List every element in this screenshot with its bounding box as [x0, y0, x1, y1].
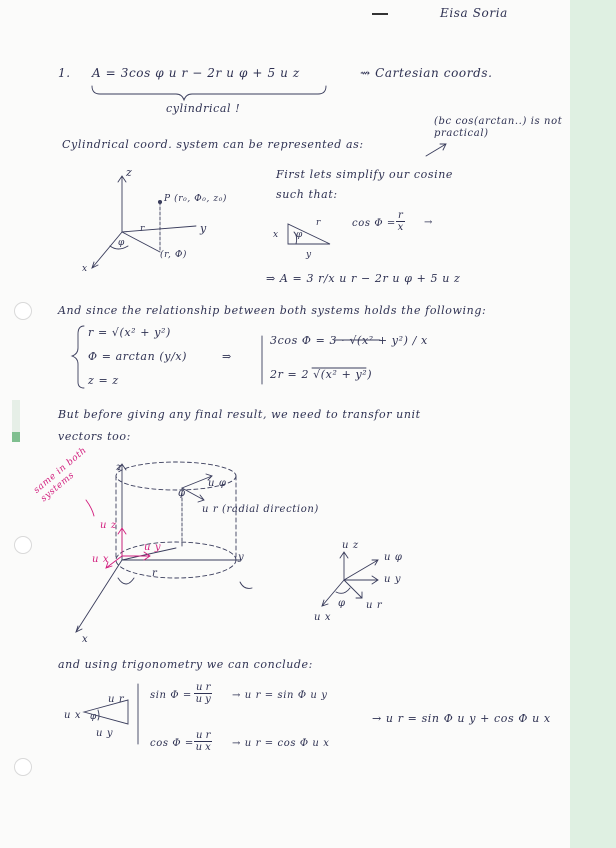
cyl-z: z [116, 462, 122, 473]
final-result: → u r = sin Φ u y + cos Φ u x [372, 712, 551, 725]
note-arrow [426, 144, 446, 156]
small-uphi: u φ [384, 552, 403, 563]
tri-ux: u x [64, 710, 82, 721]
trig-triangle-angle [294, 232, 297, 244]
unit-triangle [84, 700, 128, 724]
polar-label: (r, Φ) [160, 250, 188, 260]
triangle-phi: φ [296, 230, 303, 240]
cyl-radial: (radial direction) [222, 504, 319, 515]
cyl-phi: φ [178, 488, 186, 499]
implies-arrow: ⇒ [222, 350, 232, 363]
axis-z-label: z [126, 166, 133, 179]
margin-note: (bc cos(arctan..) is not practical) [434, 116, 563, 139]
cyl-ur-arrow [182, 488, 204, 502]
underbrace-label: cylindrical ! [166, 102, 241, 115]
r-label: r [140, 224, 145, 234]
problem-number: 1. [58, 66, 71, 80]
result-line: ⇒ A = 3 r/x u r − 2r u φ + 5 u z [266, 272, 461, 285]
cyl-y: y [238, 552, 245, 563]
underbrace [92, 86, 326, 100]
tri-ur: u r [108, 694, 125, 705]
cos-arrow: → [424, 217, 433, 228]
sin-result: → u r = sin Φ u y [232, 690, 328, 701]
transform-text-1: But before giving any final result, we need to transfor unit [58, 408, 421, 421]
small-z-axis [340, 552, 348, 580]
tri-phi: φ [90, 712, 97, 722]
simplify-text-2: such that: [276, 188, 338, 201]
phi-label: φ [118, 238, 125, 248]
equation-3cos: 3cos Φ = 3 · √(x² + y²) / x [270, 334, 428, 347]
same-both-systems-note: same in both systems [32, 445, 90, 505]
unit-triangle-angle [98, 710, 99, 720]
point-p [158, 200, 161, 203]
cyl-uy: u y [144, 542, 162, 553]
small-ux: u x [314, 612, 332, 623]
phi-arc [110, 246, 128, 249]
relationship-text: And since the relationship between both systems holds the following: [58, 304, 487, 317]
simplify-text-1: First lets simplify our cosine [276, 168, 454, 181]
cyl-ur: u r [202, 504, 219, 515]
pink-unit-vectors [86, 500, 150, 568]
x-axis [92, 232, 122, 268]
r-line [122, 232, 160, 252]
cos-fraction-2: $\frac{\text{u r}}{\text{u x}}$ [195, 730, 211, 753]
cyl-uz: u z [100, 520, 117, 531]
small-uy: u y [384, 574, 402, 585]
vector-equation: A = 3cos φ u r − 2r u φ + 5 u z [92, 66, 300, 80]
cos-equation-2: cos Φ = [150, 738, 194, 749]
arrow-note: ⇝ Cartesian coords. [360, 66, 493, 80]
cylinder-top [116, 462, 236, 490]
y-axis [122, 226, 196, 232]
triangle-r: r [316, 218, 321, 228]
cyl-ux: u x [92, 554, 110, 565]
sin-equation: sin Φ = [150, 690, 192, 701]
cyl-uphi-arrow [182, 474, 212, 488]
equation-2r: 2r = 2 √(x² + y²) [270, 368, 373, 381]
system-brace [72, 326, 84, 388]
trig-intro: and using trigonometry we can conclude: [58, 658, 313, 671]
triangle-y: y [306, 250, 312, 260]
triangle-x: x [273, 230, 279, 240]
cyl-r: r [152, 568, 158, 579]
small-uz: u z [342, 540, 359, 551]
small-phi-arc [336, 588, 350, 593]
transform-text-2: vectors too: [58, 430, 131, 443]
sin-fraction: $\frac{\text{u r}}{\text{u y}}$ [195, 682, 211, 705]
system-r: r = √(x² + y²) [88, 326, 171, 339]
small-phi: φ [338, 598, 346, 609]
system-phi: Φ = arctan (y/x) [88, 350, 188, 363]
cyl-x-axis [76, 560, 122, 632]
system-z: z = z [88, 374, 119, 387]
cyl-x: x [82, 634, 89, 645]
cos-equation: cos Φ = [352, 218, 396, 229]
axis-y-label: y [200, 222, 207, 235]
cos-fraction: $\frac{r}{x}$ [397, 210, 404, 233]
point-label: P (r₀, Φ₀, z₀) [164, 194, 228, 204]
small-ur-arrow [344, 580, 362, 598]
cyl-side-arrow [240, 582, 252, 588]
trig-triangle [288, 224, 330, 244]
z-axis [118, 176, 126, 232]
cyl-r-line [122, 548, 176, 560]
tri-uy: u y [96, 728, 114, 739]
cyl-phi-arc [118, 578, 134, 584]
cos-result: → u r = cos Φ u x [232, 738, 330, 749]
cyl-uphi: u φ [208, 478, 227, 489]
author-name: Eisa Soria [440, 6, 508, 20]
cylindrical-intro: Cylindrical coord. system can be represented as: [62, 138, 364, 151]
small-ur: u r [366, 600, 383, 611]
axis-x-label: x [82, 264, 88, 274]
